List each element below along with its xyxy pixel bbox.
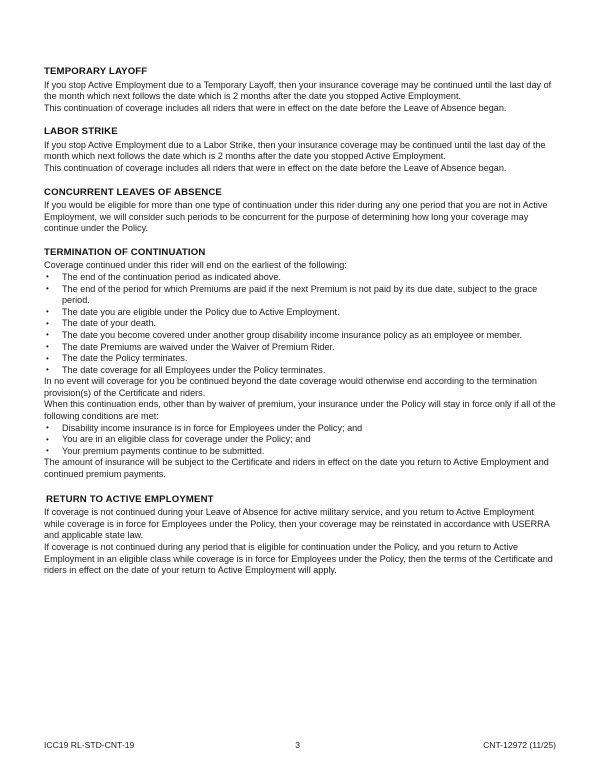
bullet-icon: • — [46, 434, 49, 444]
footer-page-number: 3 — [295, 740, 301, 750]
section-spacer — [44, 175, 556, 187]
list-item — [44, 284, 556, 307]
bullet-icon: • — [46, 423, 49, 433]
paragraph-conditions-intro: When this continuation ends, other than by waiver of premium, your insurance under the Policy will stay in force only if all of the following conditions are met: — [44, 399, 556, 422]
document-content — [44, 66, 556, 577]
paragraph-labor-strike-2: This continuation of coverage includes all riders that were in effect on the date before the Leave of Absence began. — [44, 162, 507, 173]
section-heading-termination: TERMINATION OF CONTINUATION — [44, 246, 206, 258]
section-spacer — [44, 235, 556, 247]
list-item — [44, 272, 556, 284]
section-spacer — [44, 114, 556, 126]
section-heading-temporary-layoff: TEMPORARY LAYOFF — [44, 66, 148, 77]
list-item-text: Your premium payments continue to be submitted. — [62, 445, 265, 456]
paragraph-termination-after: In no event will coverage for you be continued beyond the date coverage would otherwise end according to the termination provision(s) of the Certificate and riders. — [44, 376, 537, 398]
list-item-text: You are in an eligible class for coverage under the Policy; and — [62, 434, 311, 445]
list-item — [44, 342, 556, 354]
paragraph-temporary-layoff-2: This continuation of coverage includes all riders that were in effect on the date before the Leave of Absence began. — [44, 102, 507, 113]
bullet-icon: • — [46, 353, 49, 363]
bullet-icon: • — [46, 446, 49, 456]
bullet-icon: • — [46, 342, 49, 351]
list-item — [44, 365, 556, 377]
bullet-icon: • — [46, 284, 49, 294]
list-item — [44, 353, 556, 365]
footer-document-code: CNT-12972 (11/25) — [483, 740, 556, 750]
list-item-text: The date Premiums are waived under the Waiver of Premium Rider. — [62, 341, 335, 352]
section-heading-return-to-active-employment: RETURN TO ACTIVE EMPLOYMENT — [46, 493, 214, 505]
list-item-text: The date of your death. — [62, 318, 157, 329]
list-item — [44, 307, 556, 319]
conditions-bullet-list — [44, 423, 556, 458]
list-item-text: The date you are eligible under the Policy due to Active Employment. — [62, 306, 340, 317]
paragraph-concurrent-leaves-1: If you would be eligible for more than one type of continuation under this rider during any one period that you are not in Active Employment, we will consider such periods to be concurrent for the purpose of determining how long your coverage may continue under the Policy. — [44, 200, 548, 234]
list-item-text: The date the Policy terminates. — [62, 353, 188, 364]
section-heading-labor-strike: LABOR STRIKE — [44, 126, 118, 138]
list-item-text: Disability income insurance is in force for Employees under the Policy; and — [62, 422, 363, 433]
bullet-icon: • — [46, 318, 49, 328]
footer-form-number: ICC19 RL-STD-CNT-19 — [44, 740, 135, 750]
list-item — [44, 330, 556, 342]
termination-bullet-list — [44, 272, 556, 376]
bullet-icon: • — [46, 272, 49, 282]
paragraph-return-1: If coverage is not continued during your Leave of Absence for active military service, and you return to Active Employment while coverage is in force for Employees under the Policy, then your coverage may be reinstated in accordance with USERRA and applicable state law. — [44, 507, 550, 541]
list-item-text: The date you become covered under another group disability income insurance policy as an employee or member. — [62, 329, 522, 340]
list-item-text: The end of the period for which Premiums are paid if the next Premium is not paid by its due date, subject to the grace period. — [62, 283, 538, 306]
list-item — [44, 423, 556, 435]
list-item-text: The date coverage for all Employees under the Policy terminates. — [62, 364, 326, 375]
bullet-icon: • — [46, 365, 49, 375]
section-heading-concurrent-leaves: CONCURRENT LEAVES OF ABSENCE — [44, 186, 222, 198]
bullet-icon: • — [46, 330, 49, 340]
page-footer — [44, 740, 556, 750]
bullet-icon: • — [46, 307, 49, 317]
paragraph-termination-intro: Coverage continued under this rider will end on the earliest of the following: — [44, 260, 347, 271]
paragraph-labor-strike-1: If you stop Active Employment due to a Labor Strike, then your insurance coverage may be continued until the last day of the month which next follows the date which is 2 months after the date you stopped Active Employment. — [44, 139, 546, 162]
paragraph-temporary-layoff-1: If you stop Active Employment due to a Temporary Layoff, then your insurance coverage may be continued until the last day of the month which next follows the date which is 2 months after the date you stopped Active Employment. — [44, 79, 552, 102]
section-spacer — [44, 481, 556, 494]
paragraph-termination-closing: The amount of insurance will be subject to the Certificate and riders in effect on the date you return to Active Employment and continued premium payments. — [44, 457, 549, 480]
list-item — [44, 318, 556, 330]
list-item — [44, 446, 556, 458]
list-item-text: The end of the continuation period as indicated above. — [62, 271, 281, 282]
list-item — [44, 434, 556, 446]
paragraph-return-2: If coverage is not continued during any period that is eligible for continuation under the Policy, and you return to Active Employment in an eligible class while coverage is in force for Employees under the Policy, then the terms of the Certificate and riders in effect on the date of your return to Active Employment will apply. — [44, 541, 553, 576]
